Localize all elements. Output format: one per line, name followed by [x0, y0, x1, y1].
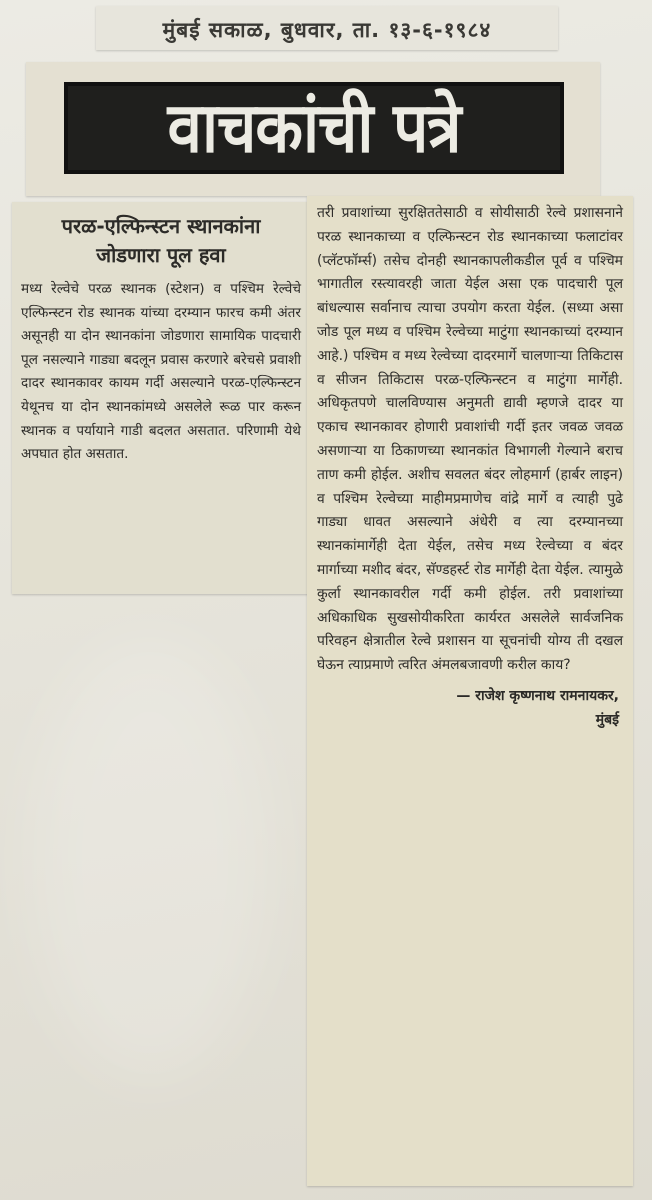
- letter-signature: [307, 678, 633, 732]
- letter-body-part-2: तरी प्रवाशांच्या सुरक्षिततेसाठी व सोयीसाठी रेल्वे प्रशासनाने परळ स्थानकाच्या व एल्फिन्स्टन रोड स्थानकाच्या फलाटांवर (प्लॅटफॉर्म्स) तसेच दोनही स्थानकापलीकडील पूर्व व पश्चिम भागातील रस्त्यावरही जाता येईल असा एक पादचारी पूल बांधल्यास सर्वानाच त्याचा उपयोग करता येईल. (सध्या असा जोड पूल मध्य व पश्चिम रेल्वेच्या माटुंगा स्थानकाच्यां दरम्यान आहे.) पश्चिम व मध्य रेल्वेच्या दादरमार्गे चालणाऱ्या तिकिटास व सीजन तिकिटास परळ-एल्फिन्स्टन व माटुंगा मार्गेही. अधिकृतपणे चालविण्यास अनुमती द्यावी म्हणजे दादर या एकाच स्थानकावर होणारी प्रवाशांची गर्दी इतर जवळ जवळ असणाऱ्या या ठिकाणच्या स्थानकांत विभागली गेल्याने बराच ताण कमी होईल. अशीच सवलत बंदर लोहमार्ग (हार्बर लाइन) व पश्चिम रेल्वेच्या माहीमप्रमाणेच वांद्रे मार्गे व त्याही पुढे गाड्या धावत असल्याने अंधेरी व त्या दरम्यानच्या स्थानकांमार्गेही देता येईल, तसेच मध्य रेल्वेच्या व बंदर मार्गाच्या मशीद बंदर, सॅण्डहर्स्ट रोड मार्गेही देता येईल. त्यामुळे कुर्ला स्थानकावरील गर्दी कमी होईल. तरी प्रवाशांच्या अधिकाधिक सुखसोयीकरिता कार्यरत असलेले सार्वजनिक परिवहन क्षेत्रातील रेल्वे प्रशासन या सूचनांची योग्य ती दखल घेऊन त्याप्रमाणे त्वरित अंमलबजावणी करील काय?: [317, 205, 623, 674]
- masthead-box: [64, 82, 564, 174]
- signature-name: — राजेश कृष्णनाथ रामनायकर,: [456, 687, 619, 704]
- letter-right-column: [307, 196, 633, 1186]
- paper-stain: [30, 640, 270, 1080]
- masthead-title: वाचकांची पत्रे: [167, 86, 461, 169]
- dateline-clipping: [96, 6, 558, 50]
- letter-left-column: [12, 202, 310, 594]
- letter-body-part-1: मध्य रेल्वेचे परळ स्थानक (स्टेशन) व पश्चिम रेल्वेचे एल्फिन्स्टन रोड स्थानक यांच्या दरम्यान फारच कमी अंतर असूनही या दोन स्थानकांना जोडणारा सामायिक पादचारी पूल नसल्याने गाड्या बदलून प्रवास करणारे बरेचसे प्रवाशी दादर स्थानकावर कायम गर्दी असल्याने परळ-एल्फिन्स्टन येथूनच या दोन स्थानकांमध्ये असलेले रूळ पार करून स्थानक व पर्यायाने गाडी बदलत असतात. परिणामी येथे अपघात होत असतात.: [21, 281, 301, 463]
- signature-place: मुंबई: [595, 711, 619, 728]
- letter-headline-line-1: परळ-एल्फिन्स्टन स्थानकांना: [61, 214, 261, 238]
- dateline-text: मुंबई सकाळ, बुधवार, ता. १३-६-१९८४: [162, 18, 492, 42]
- letter-headline-line-2: जोडणारा पूल हवा: [96, 243, 226, 267]
- masthead-clipping: [26, 62, 600, 196]
- letter-headline: [22, 212, 300, 270]
